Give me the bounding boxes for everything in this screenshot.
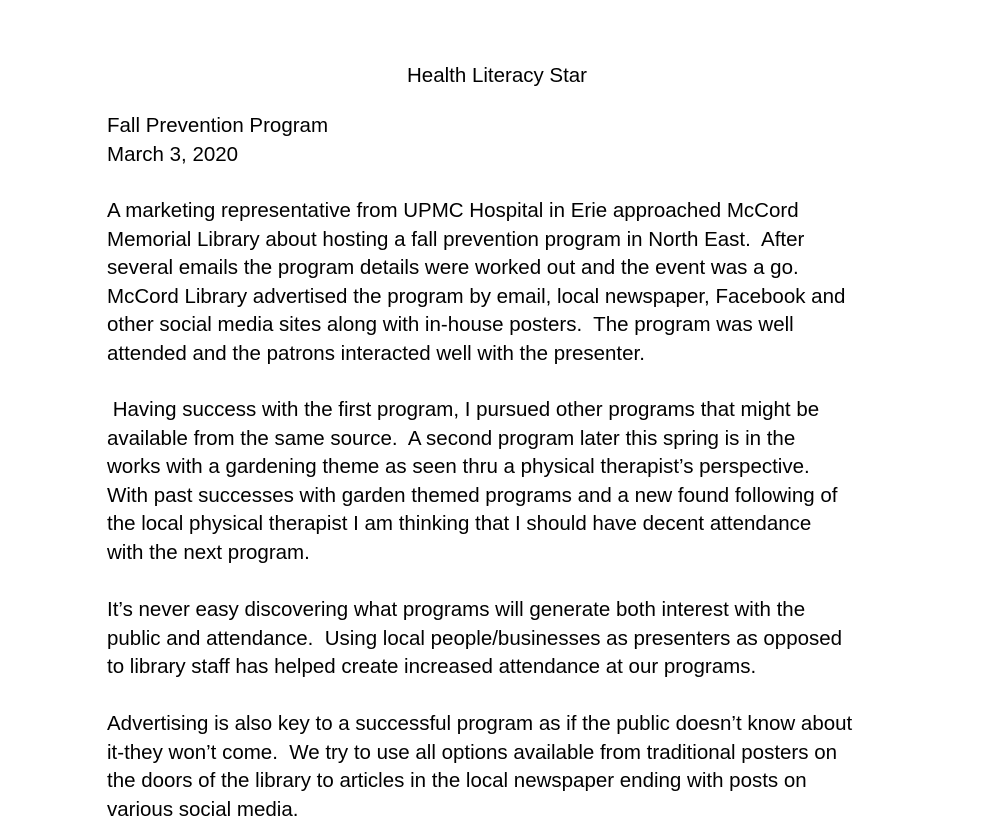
paragraph-2 <box>107 396 907 568</box>
paragraph-line: works with a gardening theme as seen thru a physical therapist’s perspective. <box>107 455 810 479</box>
paragraph-line: Having success with the first program, I pursued other programs that might be <box>107 398 820 421</box>
paragraph-line: it-they won’t come. We try to use all options available from traditional posters on <box>107 740 837 764</box>
paragraph-line: Memorial Library about hosting a fall prevention program in North East. After <box>107 227 805 251</box>
document-title: Health Literacy Star <box>406 64 588 87</box>
paragraph-line: several emails the program details were worked out and the event was a go. <box>107 256 799 280</box>
paragraph-line: public and attendance. Using local people/businesses as presenters as opposed <box>107 626 843 650</box>
paragraph-line: the doors of the library to articles in the local newspaper ending with posts on <box>107 769 807 793</box>
paragraph-line: Advertising is also key to a successful program as if the public doesn’t know about <box>107 712 853 735</box>
paragraph-line: McCord Library advertised the program by email, local newspaper, Facebook and <box>107 284 846 308</box>
paragraph-line: the local physical therapist I am thinking that I should have decent attendance <box>107 512 812 536</box>
paragraph-line: to library staff has helped create increased attendance at our programs. <box>107 655 757 679</box>
paragraph-line: It’s never easy discovering what programs will generate both interest with the <box>107 598 806 621</box>
paragraph-4 <box>107 710 907 824</box>
program-date: March 3, 2020 <box>107 142 239 166</box>
program-heading <box>107 112 907 169</box>
paragraph-3 <box>107 596 907 682</box>
paragraph-line: with the next program. <box>107 540 310 564</box>
paragraph-line: available from the same source. A second program later this spring is in the <box>107 426 796 450</box>
paragraph-line: With past successes with garden themed programs and a new found following of <box>107 483 838 507</box>
paragraph-line: other social media sites along with in-house posters. The program was well <box>107 313 794 337</box>
program-name: Fall Prevention Program <box>107 114 329 137</box>
paragraph-line: A marketing representative from UPMC Hospital in Erie approached McCord <box>107 199 799 222</box>
paragraph-line: attended and the patrons interacted well with the presenter. <box>107 341 645 365</box>
paragraph-line: various social media. <box>107 797 299 821</box>
paragraph-1 <box>107 197 907 369</box>
